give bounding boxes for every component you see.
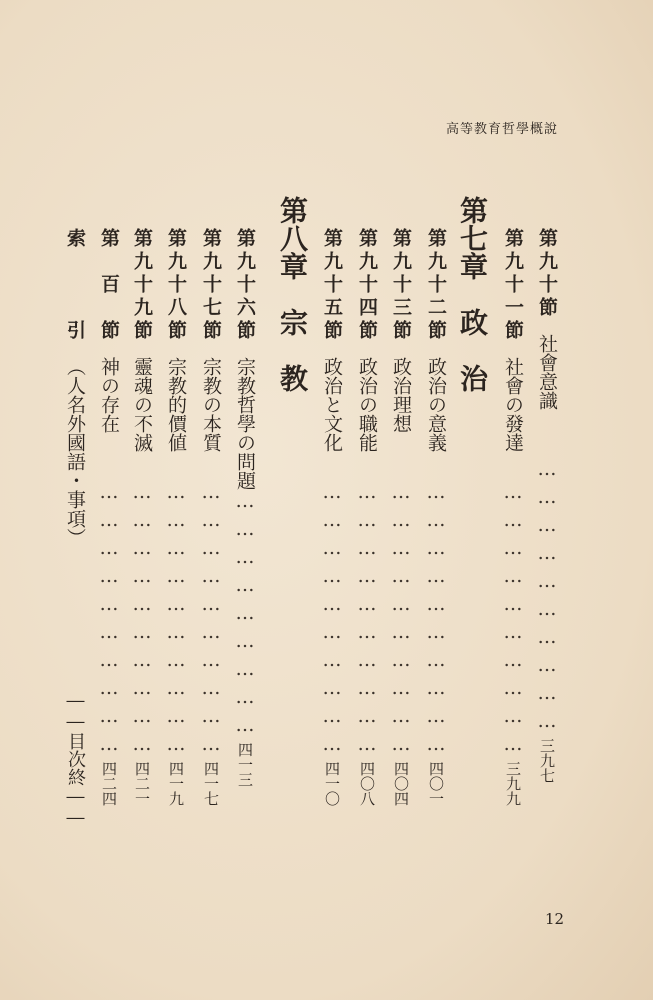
dot-leader: ………………………… xyxy=(165,481,187,761)
section-title: （人名外國語・事項） xyxy=(64,357,86,547)
page-number: 12 xyxy=(545,910,565,928)
toc-entry xyxy=(500,228,527,806)
dot-leader: ………………………… xyxy=(390,481,412,761)
toc-entry xyxy=(534,228,561,783)
page-ref: 四一〇 xyxy=(323,761,341,806)
page-ref: 四二四 xyxy=(100,761,118,806)
dot-leader: ………………………… xyxy=(502,481,524,761)
section-title: 政治と文化 xyxy=(321,357,343,452)
section-number: 第九十一節 xyxy=(502,228,524,343)
section-title: 政治の意義 xyxy=(425,357,447,452)
section-number: 第九十三節 xyxy=(390,228,412,343)
page-ref: 四一九 xyxy=(167,761,185,806)
toc-entry xyxy=(198,228,225,806)
page-ref: 四〇八 xyxy=(358,761,376,806)
page-ref: 三九七 xyxy=(538,738,556,783)
dot-leader: ………………………… xyxy=(321,481,343,761)
running-head: 高等教育哲學概說 xyxy=(446,122,559,137)
page-ref: 三九九 xyxy=(504,761,522,806)
toc-entry xyxy=(354,228,381,806)
section-title: 宗教的價値 xyxy=(165,357,187,452)
dot-leader: ………………………… xyxy=(98,481,120,761)
dot-leader: ………………………… xyxy=(425,481,447,761)
section-number: 第九十六節 xyxy=(234,228,256,343)
dot-leader: ………………………… xyxy=(200,481,222,761)
page-ref: 四〇一 xyxy=(427,761,445,806)
section-title: 政治の職能 xyxy=(356,357,378,452)
toc-entry xyxy=(62,228,89,547)
section-title: 社會の發達 xyxy=(502,357,524,452)
toc-entry xyxy=(129,228,156,806)
section-number: 第九十四節 xyxy=(356,228,378,343)
section-title: 宗教の本質 xyxy=(200,357,222,452)
section-number: 第九十七節 xyxy=(200,228,222,343)
section-title: 神の存在 xyxy=(98,357,120,433)
section-number: 索 引 xyxy=(64,228,86,343)
dot-leader: ……………………… xyxy=(234,490,256,742)
page-ref: 四〇四 xyxy=(392,761,410,806)
section-title: 政治理想 xyxy=(390,357,412,433)
dot-leader: ………………………… xyxy=(536,458,558,738)
toc-entry xyxy=(96,228,123,806)
toc-entry xyxy=(163,228,190,806)
toc-entry xyxy=(423,228,450,806)
toc-entry xyxy=(319,228,346,806)
toc-end-mark: ――目次終―― xyxy=(65,690,86,828)
dot-leader: ………………………… xyxy=(131,481,153,761)
page-ref: 四一七 xyxy=(202,761,220,806)
section-title: 靈魂の不滅 xyxy=(131,357,153,452)
section-number: 第九十節 xyxy=(536,228,558,320)
page-ref: 四一三 xyxy=(236,742,254,787)
chapter-heading: 第八章 宗 教 xyxy=(276,196,309,392)
section-number: 第 百 節 xyxy=(98,228,120,343)
dot-leader: ………………………… xyxy=(356,481,378,761)
section-title: 宗教哲學の問題 xyxy=(234,357,256,490)
section-number: 第九十八節 xyxy=(165,228,187,343)
section-number: 第九十二節 xyxy=(425,228,447,343)
page-ref: 四二一 xyxy=(133,761,151,806)
section-title: 社會意識 xyxy=(536,334,558,410)
toc-entry xyxy=(232,228,259,787)
toc-entry xyxy=(388,228,415,806)
section-number: 第九十九節 xyxy=(131,228,153,343)
section-number: 第九十五節 xyxy=(321,228,343,343)
chapter-heading: 第七章 政 治 xyxy=(456,196,489,392)
